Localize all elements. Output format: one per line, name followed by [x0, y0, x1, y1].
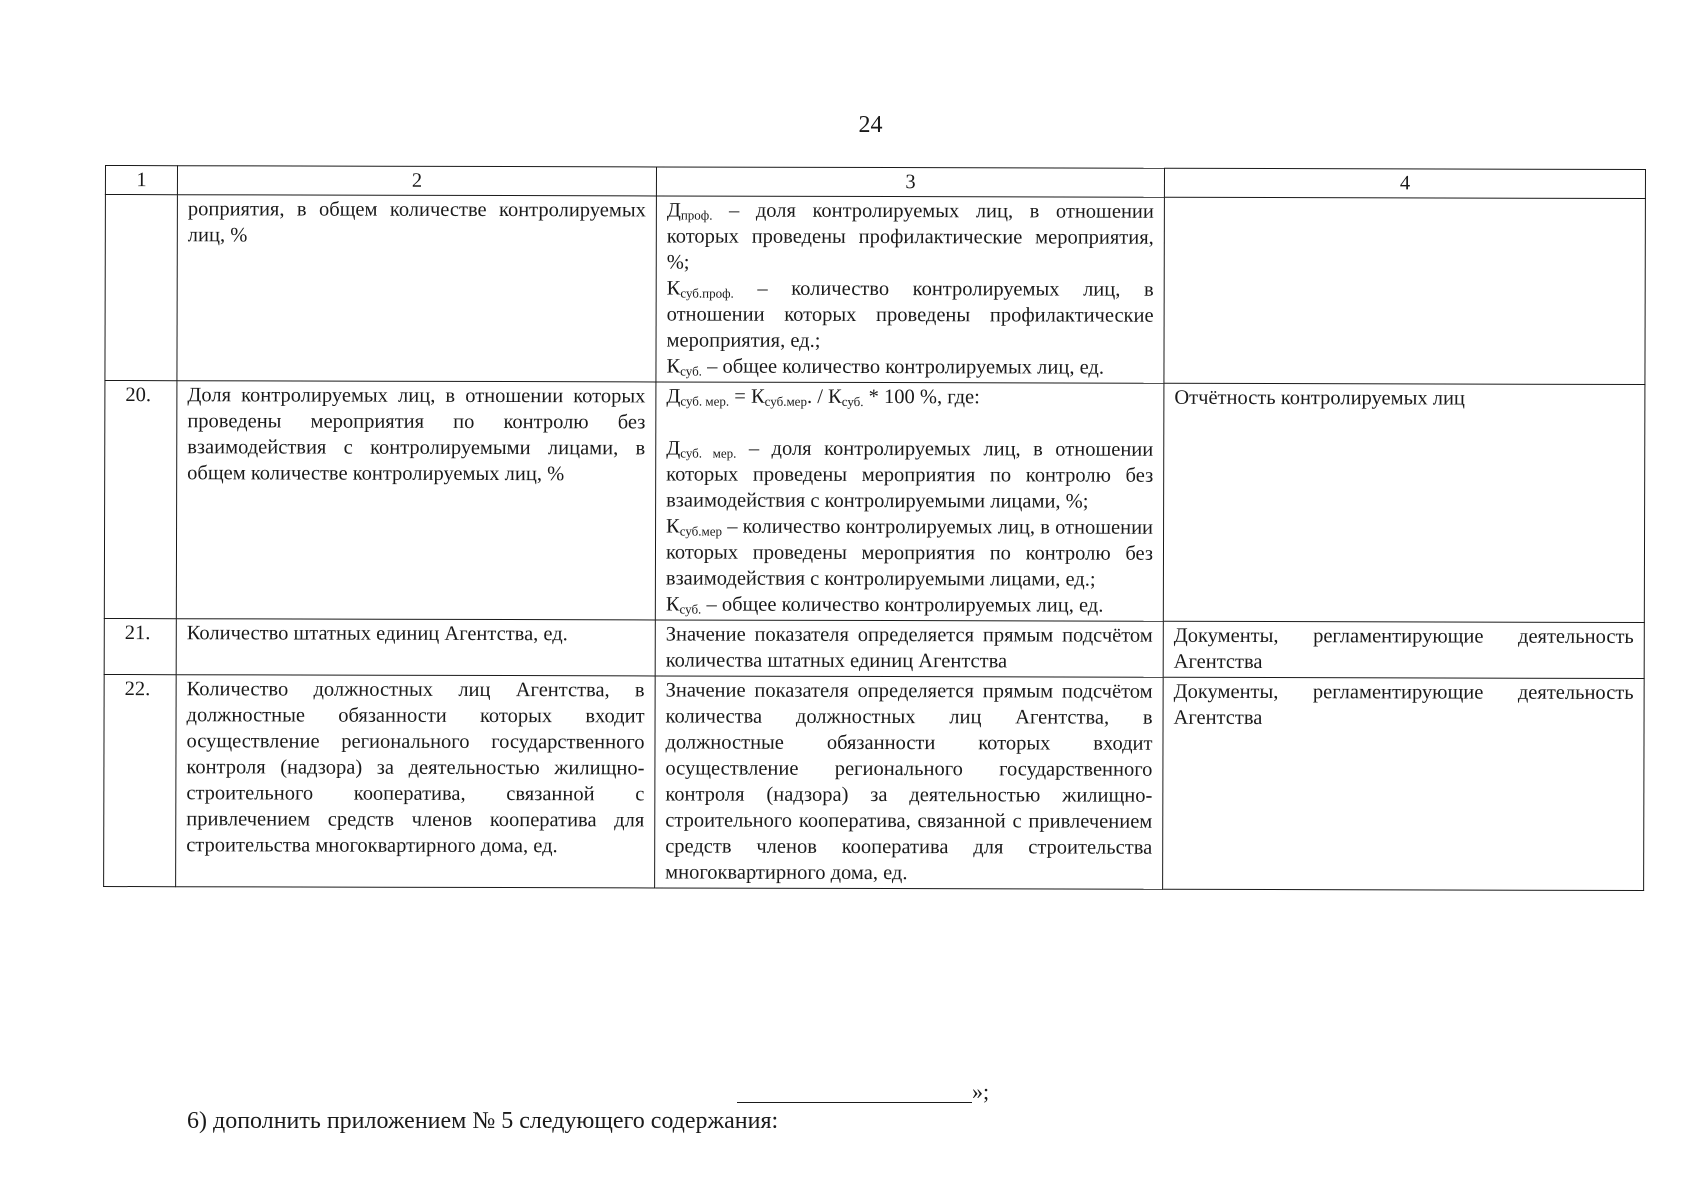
formula-definition: $Д_{проф.}$ – доля контролируемых лиц, в отношении которых проведены профилактические мероприятия, %;	[666, 199, 1154, 274]
header-col-2: 2	[177, 166, 656, 196]
formula-definition: $К_{суб.мер}$ – количество контролируемых лиц, в отношении которых проведены мероприятия по контролю без взаимодействия с контролируемыми лицами, ед.;	[665, 515, 1154, 591]
formula-definition: $К_{суб.проф.}$ – количество контролируемых лиц, в отношении которых проведены профилактические мероприятия, ед.;	[666, 277, 1154, 352]
header-col-1: 1	[105, 166, 177, 195]
formula-cell: Значение показателя определяется прямым подсчётом количества должностных лиц Агентства, в должностные обязанности которых входит осуществление регионального государственного контроля (надзора) за деятельностью жилищно-строительного кооператива, связанной с привлечением средств членов кооператива для строительства многоквартирного дома, ед.	[655, 676, 1164, 889]
source-cell: Документы, регламентирующие деятельность Агентства	[1163, 621, 1644, 678]
formula-definition: $К_{суб.}$ – общее количество контролируемых лиц, ед.	[666, 355, 1105, 379]
source-cell: Отчётность контролируемых лиц	[1163, 383, 1645, 622]
closing-underline	[737, 1080, 972, 1103]
source-cell: Документы, регламентирующие деятельность Агентства	[1163, 677, 1645, 890]
row-number: 20.	[104, 381, 177, 619]
amendment-item: 6) дополнить приложением № 5 следующего содержания:	[187, 1108, 779, 1134]
formula-definition: $Д_{суб. мер.}$ – доля контролируемых лиц, в отношении которых проведены мероприятия по контролю без взаимодействия с контролируемыми лицами, %;	[666, 437, 1154, 513]
formula-definition: $К_{суб.}$ – общее количество контролируемых лиц, ед.	[665, 593, 1104, 617]
header-col-3: 3	[656, 167, 1164, 197]
header-col-4: 4	[1164, 168, 1645, 198]
table-row	[104, 618, 1644, 678]
source-cell	[1164, 197, 1645, 384]
formula-cell	[655, 382, 1164, 621]
row-number: 22.	[104, 674, 177, 886]
indicator-cell: Количество должностных лиц Агентства, в должностные обязанности которых входит осуществление регионального государственного контроля (надзора) за деятельностью жилищно-строительного кооператива, связанной с привлечением средств членов кооператива для строительства многоквартирного дома, ед.	[176, 675, 656, 888]
row-number: 21.	[104, 618, 176, 674]
indicator-cell: роприятия, в общем количестве контролируемых лиц, %	[177, 195, 656, 382]
page-number: 24	[858, 112, 883, 138]
table-row	[104, 674, 1645, 890]
formula-cell: Значение показателя определяется прямым подсчётом количества штатных единиц Агентства	[655, 620, 1163, 677]
indicators-table	[103, 165, 1646, 891]
formula-main: $Д_{суб. мер.} = К_{суб.мер}$. / $К_{суб.} * 100$ %, где:	[666, 385, 980, 409]
closing-quote-mark: »;	[972, 1079, 990, 1104]
formula-cell	[656, 196, 1164, 383]
indicator-cell: Количество штатных единиц Агентства, ед.	[176, 619, 655, 676]
indicator-cell: Доля контролируемых лиц, в отношении которых проведены мероприятия по контролю без взаимодействия с контролируемыми лицами, в общем количестве контролируемых лиц, %	[176, 381, 656, 620]
table-row	[105, 195, 1645, 385]
row-number	[105, 195, 177, 381]
table-row	[104, 381, 1645, 623]
table-header-row	[105, 166, 1645, 199]
